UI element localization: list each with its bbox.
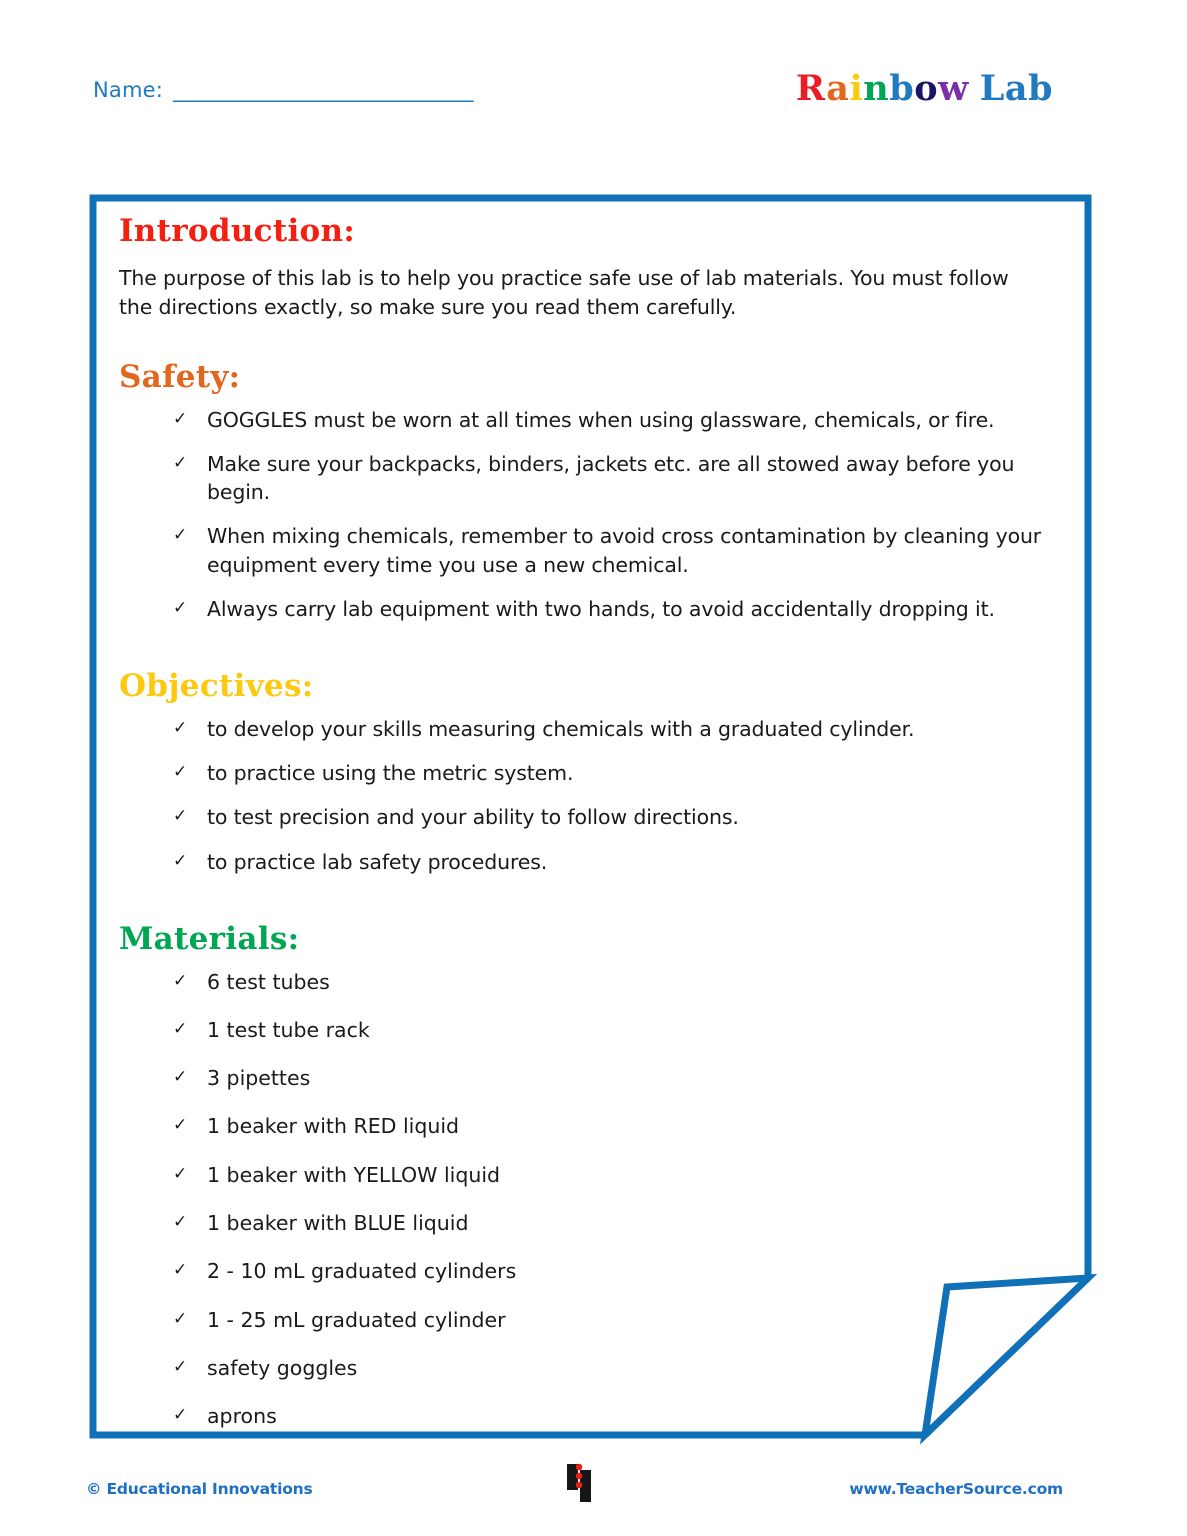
list-item-label: 2 - 10 mL graduated cylinders <box>207 1259 517 1284</box>
list-item <box>173 1016 1062 1044</box>
list-item-label: safety goggles <box>207 1355 358 1380</box>
check-icon: ✓ <box>173 597 188 618</box>
list-item-label: GOGGLES must be worn at all times when using glassware, chemicals, or fire. <box>207 407 995 432</box>
list-item <box>173 406 1062 434</box>
list-item-label: to develop your skills measuring chemicals with a graduated cylinder. <box>207 716 915 741</box>
rainbow-lab-logo <box>796 68 1053 109</box>
logo-letter-l: L <box>979 68 1005 109</box>
list-item <box>173 1112 1062 1140</box>
list-item <box>173 803 1062 831</box>
sheet-content <box>93 198 1088 1435</box>
logo-letter-a1: a <box>826 68 850 109</box>
list-item-label: aprons <box>207 1404 277 1429</box>
list-item-label: 1 beaker with YELLOW liquid <box>207 1162 501 1187</box>
name-field-line <box>93 78 473 102</box>
check-icon: ✓ <box>173 970 188 991</box>
list-item <box>173 1161 1062 1189</box>
check-icon: ✓ <box>173 1115 188 1136</box>
introduction-heading: Introduction: <box>119 213 356 249</box>
check-icon: ✓ <box>173 1405 188 1426</box>
list-item-label: Always carry lab equipment with two hands, to avoid accidentally dropping it. <box>207 596 995 621</box>
logo-letter-i: i <box>849 68 864 109</box>
footer-copyright: © Educational Innovations <box>86 1480 313 1498</box>
introduction-paragraph: The purpose of this lab is to help you practice safe use of lab materials. You must follow the directions exactly, so make sure you read them carefully. <box>119 265 1009 319</box>
check-icon: ✓ <box>173 525 188 546</box>
objectives-list <box>119 715 1062 876</box>
list-item-label: to practice using the metric system. <box>207 761 574 786</box>
check-icon: ✓ <box>173 762 188 783</box>
list-item <box>173 968 1062 996</box>
page-footer <box>0 1480 1187 1536</box>
list-item <box>173 1354 1062 1382</box>
list-item-label: 1 beaker with BLUE liquid <box>207 1211 469 1235</box>
materials-list <box>119 968 1062 1431</box>
safety-heading: Safety: <box>119 358 241 395</box>
check-icon: ✓ <box>173 1356 188 1377</box>
list-item <box>173 522 1062 579</box>
check-icon: ✓ <box>173 408 188 429</box>
ei-logo-icon <box>563 1462 603 1506</box>
check-icon: ✓ <box>173 1212 188 1232</box>
safety-list <box>119 406 1062 624</box>
logo-letter-o: o <box>914 68 939 109</box>
list-item <box>173 450 1062 507</box>
list-item <box>173 848 1062 876</box>
list-item <box>173 1402 1062 1430</box>
list-item-label: to practice lab safety procedures. <box>207 849 548 874</box>
list-item <box>173 1306 1062 1334</box>
check-icon: ✓ <box>173 1067 188 1088</box>
logo-letter-r: R <box>795 68 827 109</box>
footer-website-link[interactable]: www.TeacherSource.com <box>849 1480 1063 1498</box>
list-item <box>173 1257 1062 1285</box>
list-item-label: 6 test tubes <box>207 969 330 994</box>
list-item-label: 3 pipettes <box>207 1066 311 1091</box>
worksheet-sheet <box>93 198 1088 1435</box>
check-icon: ✓ <box>173 717 188 738</box>
list-item <box>173 759 1062 787</box>
list-item-label: 1 beaker with RED liquid <box>207 1114 460 1139</box>
logo-letter-a2: a <box>1004 68 1029 109</box>
logo-letter-n: n <box>863 68 890 109</box>
check-icon: ✓ <box>173 1260 188 1281</box>
check-icon: ✓ <box>173 1163 188 1184</box>
list-item-label: to test precision and your ability to follow directions. <box>207 805 739 830</box>
list-item <box>173 595 1062 623</box>
logo-letter-b1: b <box>889 68 915 109</box>
name-blank-line: ______________________________ <box>173 78 474 102</box>
list-item-label: 1 - 25 mL graduated cylinder <box>207 1307 506 1332</box>
check-icon: ✓ <box>173 850 188 871</box>
logo-letter-b2: b <box>1028 68 1053 109</box>
check-icon: ✓ <box>173 1308 188 1329</box>
list-item <box>173 715 1062 743</box>
list-item <box>173 1209 1062 1237</box>
check-icon: ✓ <box>173 452 188 473</box>
check-icon: ✓ <box>173 1018 188 1039</box>
check-icon: ✓ <box>173 806 188 827</box>
materials-heading: Materials: <box>119 920 300 957</box>
list-item-label: When mixing chemicals, remember to avoid cross contamination by cleaning your equipment every time you use a new chemical. <box>207 524 1042 577</box>
name-label: Name: <box>93 78 164 102</box>
list-item <box>173 1064 1062 1092</box>
page-header <box>0 0 1187 150</box>
list-item-label: Make sure your backpacks, binders, jackets etc. are all stowed away before you begin. <box>207 451 1015 505</box>
list-item-label: 1 test tube rack <box>207 1017 370 1042</box>
objectives-heading: Objectives: <box>119 668 314 705</box>
logo-letter-w: w <box>938 68 969 109</box>
